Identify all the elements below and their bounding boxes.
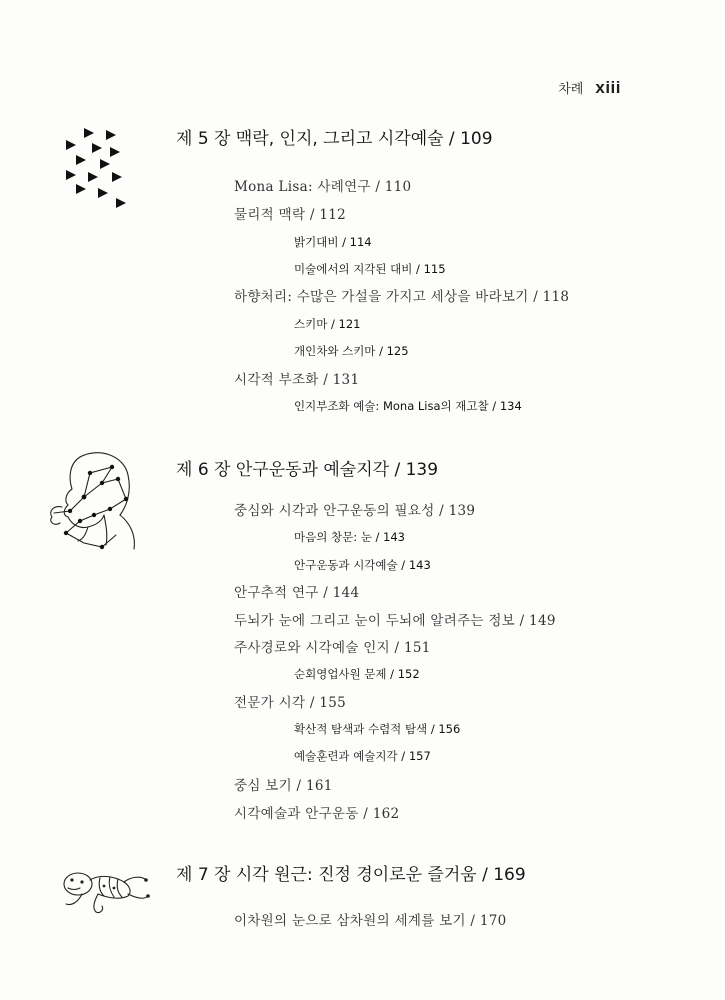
toc-subentry[interactable]: 인지부조화 예술: Mona Lisa의 재고찰 / 134 (294, 399, 522, 413)
toc-entry[interactable]: 두뇌가 눈에 그리고 눈이 두뇌에 알려주는 정보 / 149 (234, 613, 556, 629)
toc-subentry[interactable]: 밝기대비 / 114 (294, 235, 372, 249)
toc-entry[interactable]: 중심 보기 / 161 (234, 778, 333, 794)
page-number: xiii (595, 78, 621, 97)
toc-subentry[interactable]: 마음의 창문: 눈 / 143 (294, 530, 405, 544)
eye-tracking-head-sketch-icon (40, 449, 140, 559)
chapter-title: 제 7 장 시각 원근: 진정 경이로운 즐거움 / 169 (176, 865, 526, 885)
toc-subentry[interactable]: 안구운동과 시각예술 / 143 (294, 558, 431, 572)
toc-entry[interactable]: 전문가 시각 / 155 (234, 695, 346, 711)
toc-subentry[interactable]: 미술에서의 지각된 대비 / 115 (294, 262, 446, 276)
chapter-title: 제 6 장 안구운동과 예술지각 / 139 (176, 460, 439, 480)
running-header-label: 차례 (558, 82, 584, 97)
chapter-title: 제 5 장 맥락, 인지, 그리고 시각예술 / 109 (176, 129, 493, 149)
toc-entry[interactable]: 이차원의 눈으로 삼차원의 세계를 보기 / 170 (234, 913, 507, 929)
toc-subentry[interactable]: 예술훈련과 예술지각 / 157 (294, 749, 431, 763)
running-header (558, 78, 621, 98)
toc-entry[interactable]: 시각적 부조화 / 131 (234, 372, 360, 388)
floating-figure-sketch-icon (52, 858, 152, 918)
toc-subentry[interactable]: 개인차와 스키마 / 125 (294, 344, 409, 358)
toc-entry[interactable]: 시각예술과 안구운동 / 162 (234, 806, 400, 822)
toc-entry[interactable]: Mona Lisa: 사례연구 / 110 (234, 179, 412, 195)
toc-entry[interactable]: 물리적 맥락 / 112 (234, 207, 346, 223)
toc-entry[interactable]: 중심와 시각과 안구운동의 필요성 / 139 (234, 503, 476, 519)
toc-entry[interactable]: 하향처리: 수많은 가설을 가지고 세상을 바라보기 / 118 (234, 289, 570, 305)
toc-subentry[interactable]: 스키마 / 121 (294, 317, 361, 331)
toc-entry[interactable]: 안구추적 연구 / 144 (234, 585, 360, 601)
toc-subentry[interactable]: 확산적 탐색과 수렴적 탐색 / 156 (294, 722, 461, 736)
triangles-pattern-icon (62, 126, 132, 208)
toc-subentry[interactable]: 순회영업사원 문제 / 152 (294, 667, 420, 681)
toc-entry[interactable]: 주사경로와 시각예술 인지 / 151 (234, 640, 431, 656)
